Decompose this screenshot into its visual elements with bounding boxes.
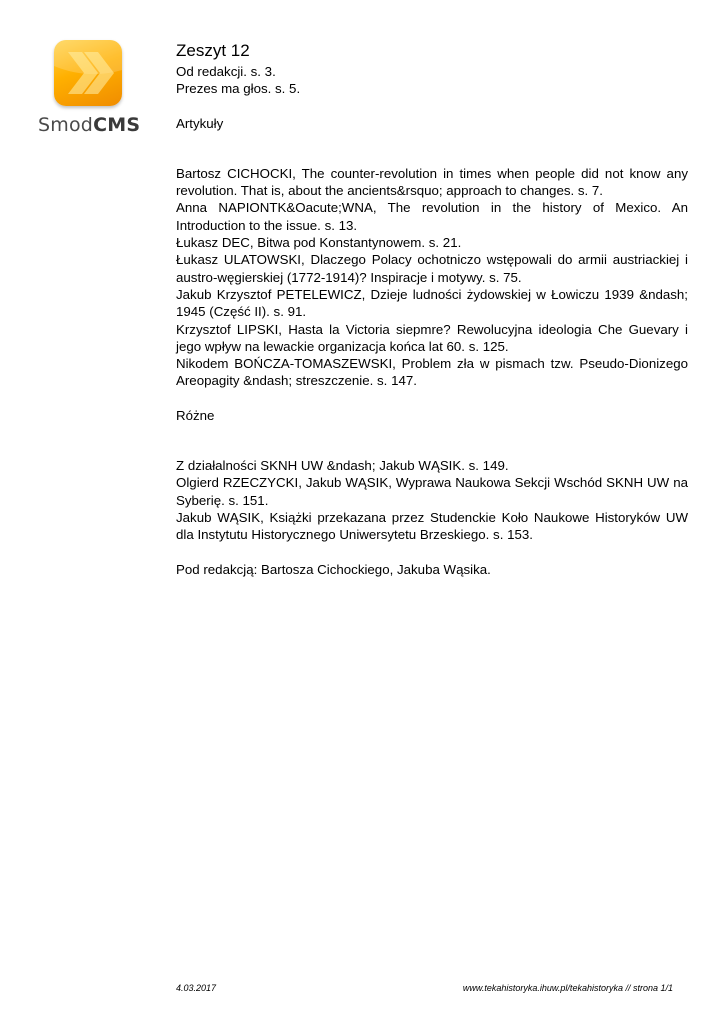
intro-line: Od redakcji. s. 3.	[176, 64, 276, 79]
misc-entry: Jakub WĄSIK, Książki przekazana przez Studenckie Koło Naukowe Historyków UW dla Instytutu Historycznego Uniwersytetu Brzeskiego. s. 153.	[176, 509, 688, 543]
logo-wordmark	[38, 114, 144, 136]
smodcms-logo	[38, 38, 144, 138]
misc-entry: Z działalności SKNH UW &ndash; Jakub WĄSIK. s. 149.	[176, 458, 509, 474]
article-entry: Nikodem BOŃCZA-TOMASZEWSKI, Problem zła w pismach tzw. Pseudo-Dionizego Areopagity &ndash; streszczenie. s. 147.	[176, 356, 688, 389]
article-entry: Bartosz CICHOCKI, The counter-revolution in times when people did not know any revolution. That is, about the ancients&rsquo; approach to changes. s. 7.	[176, 165, 688, 199]
issue-title: Zeszyt 12	[176, 41, 250, 60]
editors-line: Pod redakcją: Bartosza Cichockiego, Jakuba Wąsika.	[176, 561, 491, 577]
footer-date: 4.03.2017	[176, 983, 217, 993]
chevron-logo-icon	[54, 40, 122, 106]
section-heading-misc: Różne	[176, 407, 215, 423]
article-entry: Łukasz DEC, Bitwa pod Konstantynowem. s. 21.	[176, 235, 462, 251]
logo-text-bold: CMS	[93, 114, 141, 136]
misc-entry: Olgierd RZECZYCKI, Jakub WĄSIK, Wyprawa Naukowa Sekcji Wschód SKNH UW na Syberię. s. 151.	[176, 475, 688, 508]
intro-line: Prezes ma głos. s. 5.	[176, 81, 301, 97]
document-content	[176, 40, 688, 578]
article-entry: Krzysztof LIPSKI, Hasta la Victoria siepmre? Rewolucyjna ideologia Che Guevary i jego wpływ na lewackie organizacja końca lat 60. s. 125.	[176, 321, 688, 354]
footer-source: www.tekahistoryka.ihuw.pl/tekahistoryka // strona 1/1	[462, 983, 673, 993]
article-entry: Jakub Krzysztof PETELEWICZ, Dzieje ludności żydowskiej w Łowiczu 1939 &ndash; 1945 (Część II). s. 91.	[176, 286, 688, 320]
article-entry: Anna NAPIONTK&Oacute;WNA, The revolution in the history of Mexico. An Introduction to the issue. s. 13.	[176, 200, 688, 233]
logo-text-light: Smod	[38, 114, 94, 136]
article-entry: Łukasz ULATOWSKI, Dlaczego Polacy ochotniczo wstępowali do armii austriackiej i austro-węgierskiej (1772-1914)? Inspiracje i motywy. s. 75.	[176, 252, 688, 285]
section-heading-articles: Artykuły	[176, 115, 224, 131]
